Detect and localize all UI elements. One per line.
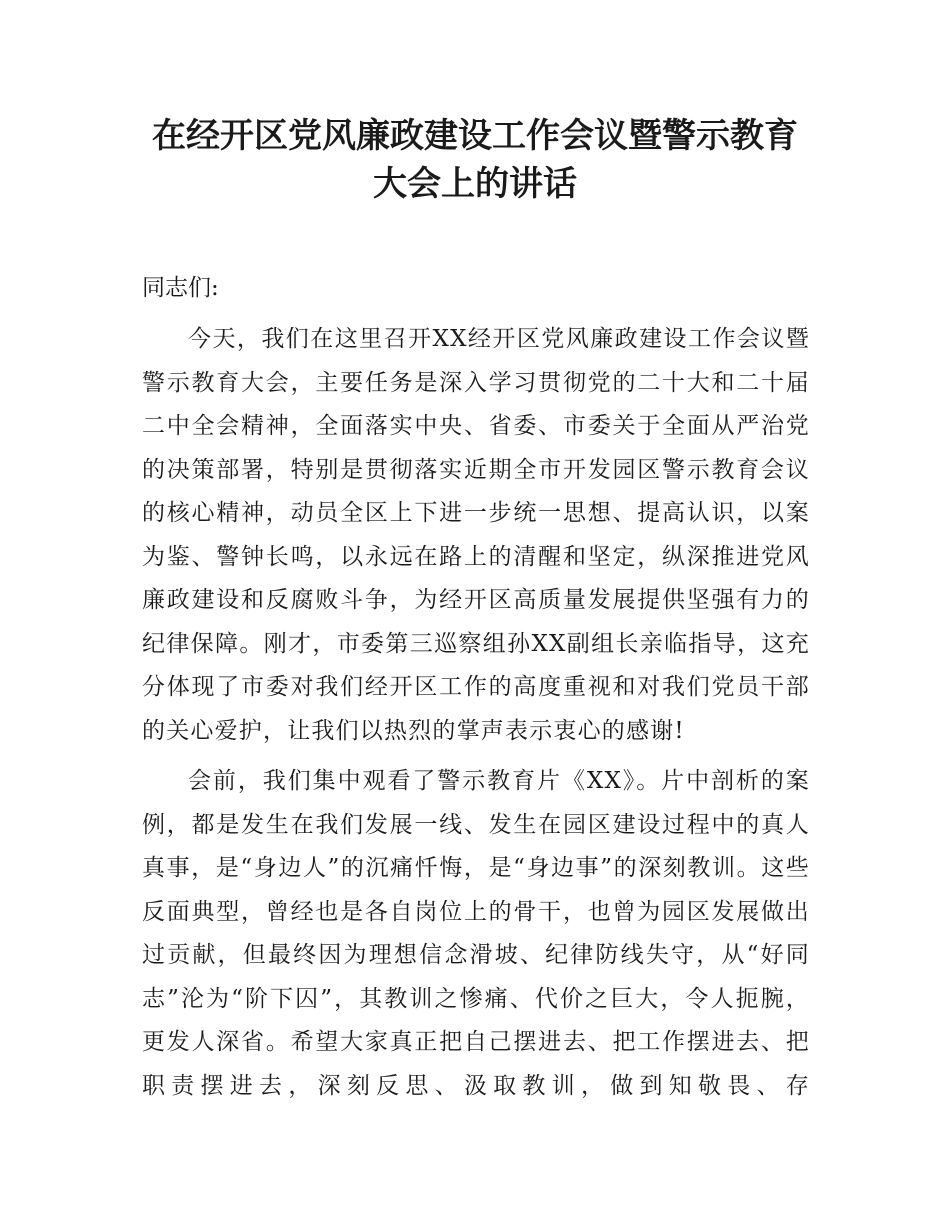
body-paragraph: 会前，我们集中观看了警示教育片《XX》。片中剖析的案例，都是发生在我们发展一线、发生在园区建设过程中的真人真事，是“身边人”的沉痛忏悔，是“身边事”的深刻教训。这些反面典型，曾经也是各自岗位上的骨干，也曾为园区发展做出过贡献，但最终因为理想信念滑坡、纪律防线失守，从“好同志”沦为“阶下囚”，其教训之惨痛、代价之巨大，令人扼腕，更发人深省。希望大家真正把自己摆进去、把工作摆进去、把职责摆进去，深刻反思、汲取教训，做到知敬畏、存 [142,768,810,1099]
document-title-line-2: 大会上的讲话 [373,164,577,204]
body-paragraph: 今天，我们在这里召开XX经开区党风廉政建设工作会议暨警示教育大会，主要任务是深入学习贯彻党的二十大和二十届二中全会精神，全面落实中央、省委、市委关于全面从严治党的决策部署，特别是贯彻落实近期全市开发园区警示教育会议的核心精神，动员全区上下进一步统一思想、提高认识，以案为鉴、警钟长鸣，以永远在路上的清醒和坚定，纵深推进党风廉政建设和反腐败斗争，为经开区高质量发展提供坚强有力的纪律保障。刚才，市委第三巡察组孙XX副组长亲临指导，这充分体现了市委对我们经开区工作的高度重视和对我们党员干部的关心爱护，让我们以热烈的掌声表示衷心的感谢! [142,326,810,744]
salutation: 同志们: [142,275,219,301]
document-title-line-1: 在经开区党风廉政建设工作会议暨警示教育 [152,116,798,156]
